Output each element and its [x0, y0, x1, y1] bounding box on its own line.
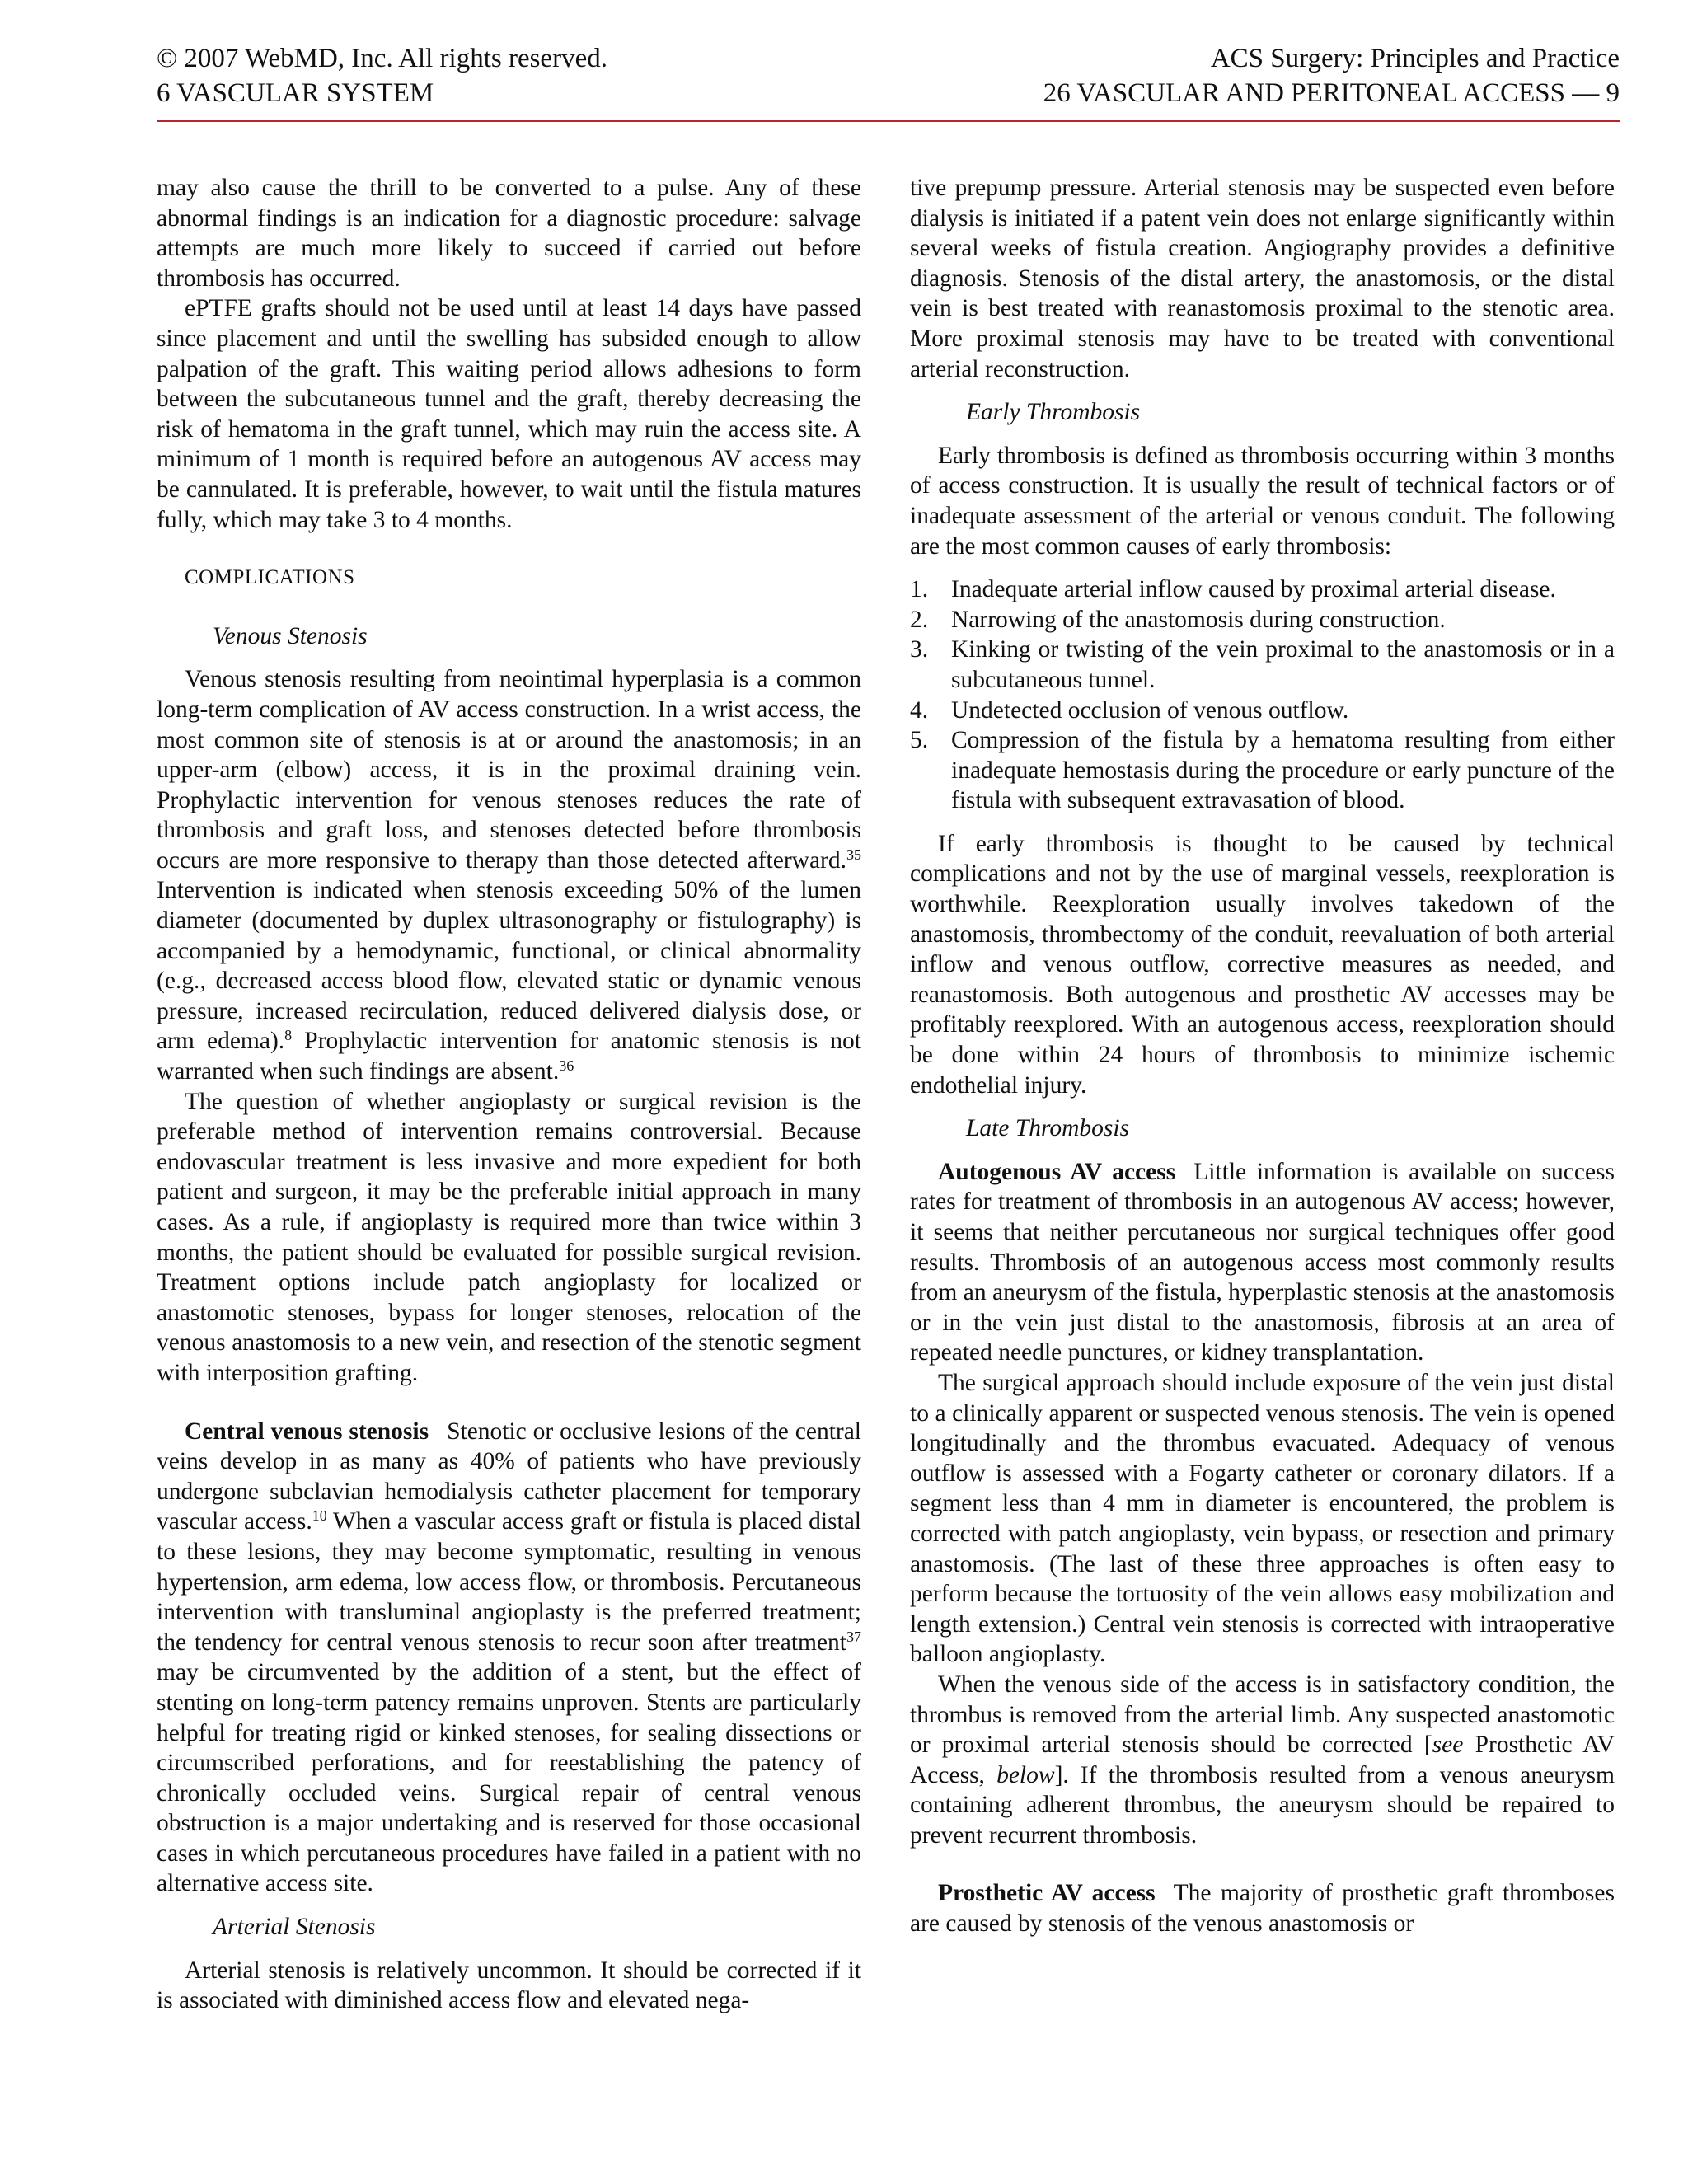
citation: 37	[846, 1628, 861, 1645]
spacer	[910, 1100, 1615, 1113]
header-left	[157, 41, 607, 110]
spacer	[910, 816, 1615, 829]
spacer	[910, 1144, 1615, 1157]
list-item: 4. Undetected occlusion of venous outflow.	[910, 696, 1349, 724]
spacer	[157, 593, 861, 621]
right-column	[910, 173, 1615, 1939]
runin-heading-autogenous-av-access: Autogenous AV access	[938, 1158, 1176, 1185]
left-column	[157, 173, 861, 2016]
header-rule	[157, 120, 1620, 122]
chapter-line: 26 VASCULAR AND PERITONEAL ACCESS — 9	[1043, 78, 1620, 108]
paragraph: ePTFE grafts should not be used until at least 14 days have passed since placement and until the swelling has subsided enough to allow palpation of the graft. This waiting period allows adhesions to form between the subcutaneous tunnel and the graft, thereby decreasing the risk of hematoma in the graft tunnel, which may ruin the access site. A minimum of 1 month is required before an autogenous AV access may be cannulated. It is preferable, however, to wait until the fistula matures fully, which may take 3 to 4 months.	[157, 295, 861, 533]
paragraph: When the venous side of the access is in satisfactory condition, the thrombus is removed from the arterial limb. Any suspected anastomotic or proximal arterial stenosis should be corrected [see Prosthetic AV Access, below]. If the thrombosis resulted from a venous aneurysm containing adherent thrombus, the aneurysm should be repaired to prevent recurrent thrombosis.	[910, 1671, 1615, 1849]
list-item: 5. Compression of the fistula by a hematoma resulting from either inadequate hemostasis during the procedure or early puncture of the fistula with subsequent extravasation of blood.	[910, 727, 1615, 814]
citation: 10	[312, 1507, 327, 1525]
section-heading-complications: COMPLICATIONS	[185, 566, 355, 589]
paragraph: may also cause the thrill to be converted to a pulse. Any of these abnormal findings is an indication for a diagnostic procedure: salvage attempts are much more likely to succeed if carried out before thrombosis has occurred.	[157, 175, 861, 292]
citation: 36	[559, 1057, 574, 1075]
paragraph: Autogenous AV access Little information is available on success rates for treatment of thrombosis in an autogenous AV access; however, it seems that neither percutaneous nor surgical techniques offer good results. Thrombosis of an autogenous access most commonly results from an aneurysm of the fistula, hyperplastic stenosis at the anastomosis or in the vein just distal to the anastomosis, fibrosis at an area of repeated needle punctures, or kidney transplantation.	[910, 1158, 1615, 1366]
citation: 35	[846, 846, 861, 863]
list-item: 3. Kinking or twisting of the vein proximal to the anastomosis or in a subcutaneous tunnel.	[910, 636, 1615, 693]
spacer	[157, 535, 861, 563]
running-header	[157, 41, 1620, 124]
paragraph: Prosthetic AV access The majority of prosthetic graft thromboses are caused by stenosis of the venous anastomosis or	[910, 1880, 1615, 1938]
spacer	[910, 1850, 1615, 1878]
runin-heading-prosthetic-av-access: Prosthetic AV access	[938, 1880, 1156, 1907]
paragraph: If early thrombosis is thought to be caused by technical complications and not by the use of marginal vessels, reexploration is worthwhile. Reexploration usually involves takedown of the anastomosis, thrombectomy of the conduit, reevaluation of both arterial inflow and venous outflow, corrective measures as needed, and reanastomosis. Both autogenous and prosthetic AV accesses may be profitably reexplored. With an autogenous access, reexploration should be done within 24 hours of thrombosis to minimize ischemic endothelial injury.	[910, 830, 1615, 1099]
spacer	[910, 384, 1615, 397]
paragraph: The question of whether angioplasty or surgical revision is the preferable method of intervention remains controversial. Because endovascular treatment is less invasive and more expedient for both patient and surgeon, it may be the preferable initial approach in many cases. As a rule, if angioplasty is required more than twice within 3 months, the patient should be evaluated for possible surgical revision. Treatment options include patch angioplasty for localized or anastomotic stenoses, bypass for longer stenoses, relocation of the venous anastomosis to a new vein, and resection of the stenotic segment with interposition grafting.	[157, 1088, 861, 1386]
citation: 8	[284, 1027, 293, 1044]
runin-heading-central-venous-stenosis: Central venous stenosis	[185, 1418, 429, 1445]
book-title: ACS Surgery: Principles and Practice	[1210, 44, 1620, 73]
spacer	[910, 428, 1615, 441]
list-item: 1. Inadequate arterial inflow caused by proximal arterial disease.	[910, 576, 1556, 603]
header-right	[1043, 41, 1620, 110]
paragraph: Venous stenosis resulting from neointimal hyperplasia is a common long-term complication of AV access construction. In a wrist access, the most common site of stenosis is at or around the anastomosis; in an upper-arm (elbow) access, it is in the proximal draining vein. Prophylactic intervention for venous stenoses reduces the rate of thrombosis and graft loss, and stenoses detected before thrombosis occurs are more responsive to therapy than those detected afterward.$^{35}$ Intervention is indicated when stenosis exceeding 50% of the lumen diameter (documented by duplex ultrasonography or fistulography) is accompanied by a hemodynamic, functional, or clinical abnormality (e.g., decreased access blood flow, elevated static or dynamic venous pressure, increased recirculation, reduced delivered dialysis dose, or arm edema).$^8$ Prophylactic intervention for anatomic stenosis is not warranted when such findings are absent.$^{36}$	[157, 666, 861, 1085]
paragraph: Arterial stenosis is relatively uncommon. It should be corrected if it is associated with diminished access flow and elevated nega-	[157, 1957, 861, 2014]
spacer	[157, 1943, 861, 1956]
paragraph: Early thrombosis is defined as thrombosis occurring within 3 months of access construction. It is usually the result of technical factors or of inadequate assessment of the arterial or venous conduit. The following are the most common causes of early thrombosis:	[910, 442, 1615, 560]
section-line: 6 VASCULAR SYSTEM	[157, 78, 434, 108]
paragraph: tive prepump pressure. Arterial stenosis may be suspected even before dialysis is initiated if a patent vein does not enlarge significantly within several weeks of fistula creation. Angiography provides a definitive diagnosis. Stenosis of the distal artery, the anastomosis, or the distal vein is best treated with reanastomosis proximal to the stenotic area. More proximal stenosis may have to be treated with conventional arterial reconstruction.	[910, 175, 1615, 382]
spacer	[157, 1899, 861, 1912]
spacer	[910, 561, 1615, 574]
subheading-arterial-stenosis: Arterial Stenosis	[213, 1914, 376, 1941]
subheading-late-thrombosis: Late Thrombosis	[966, 1115, 1130, 1142]
subheading-venous-stenosis: Venous Stenosis	[213, 622, 368, 649]
subheading-early-thrombosis: Early Thrombosis	[966, 399, 1141, 426]
spacer	[157, 1389, 861, 1417]
paragraph: The surgical approach should include exposure of the vein just distal to a clinically apparent or suspected venous stenosis. The vein is opened longitudinally and the thrombus evacuated. Adequacy of venous outflow is assessed with a Fogarty catheter or coronary dilators. If a segment less than 4 mm in diameter is encountered, the problem is corrected with patch angioplasty, vein bypass, or resection and primary anastomosis. (The last of these three approaches is often easy to perform because the tortuosity of the vein allows easy mobilization and length extension.) Central vein stenosis is corrected with intraoperative balloon angioplasty.	[910, 1369, 1615, 1668]
spacer	[157, 651, 861, 664]
causes-list	[910, 574, 1615, 816]
list-item: 2. Narrowing of the anastomosis during construction.	[910, 606, 1446, 633]
paragraph: Central venous stenosis Stenotic or occlusive lesions of the central veins develop in as many as 40% of patients who have previously undergone subclavian hemodialysis catheter placement for temporary vascular access.$^{10}$ When a vascular access graft or fistula is placed distal to these lesions, they may become symptomatic, resulting in venous hypertension, arm edema, low access flow, or thrombosis. Percutaneous intervention with transluminal angioplasty is the preferred treatment; the tendency for central venous stenosis to recur soon after treatment$^{37}$ may be circumvented by the addition of a stent, but the effect of stenting on long-term patency remains unproven. Stents are particularly helpful for treating rigid or kinked stenoses, for sealing dissections or circumscribed perforations, and for reestablishing the patency of chronically occluded veins. Surgical repair of central venous obstruction is a major undertaking and is reserved for those occasional cases in which percutaneous procedures have failed in a patient with no alternative access site.	[157, 1418, 862, 1897]
copyright-line: © 2007 WebMD, Inc. All rights reserved.	[157, 44, 607, 73]
